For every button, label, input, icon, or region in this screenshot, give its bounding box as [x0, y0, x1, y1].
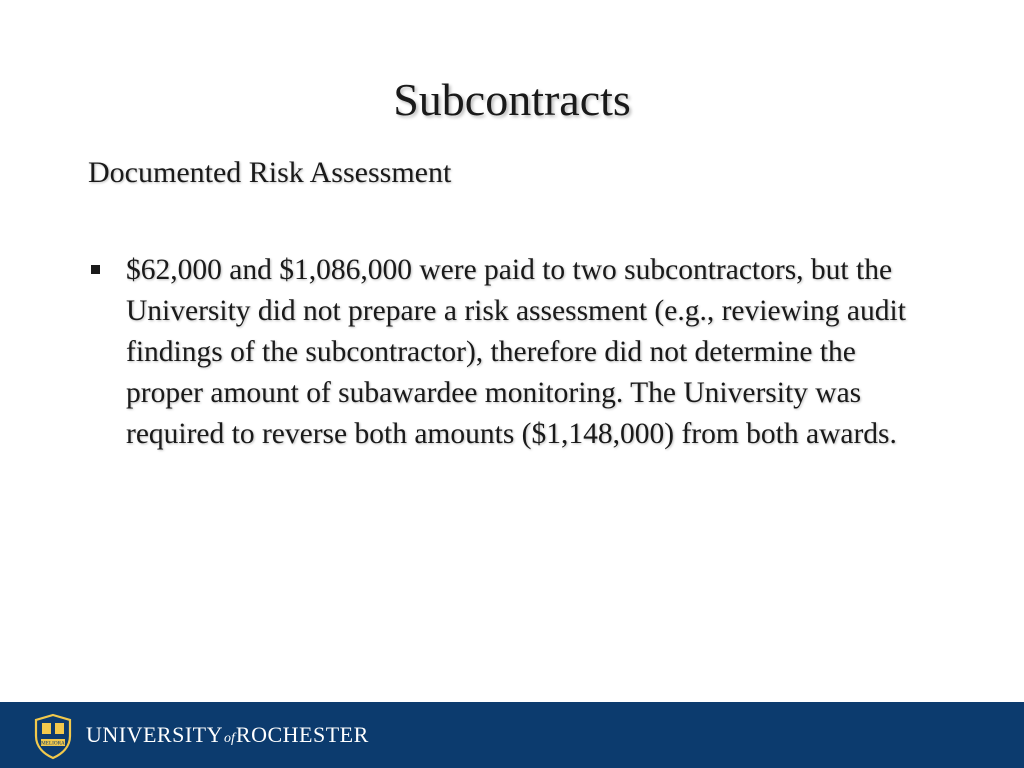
wordmark-rochester: ROCHESTER — [235, 722, 369, 747]
slide-title: Subcontracts — [393, 74, 631, 125]
slide-subtitle: Documented Risk Assessment — [88, 156, 452, 189]
bullet-text: $62,000 and $1,086,000 were paid to two subcontractors, but the University did not prepare a risk assessment (e.g., reviewing audit findings of the subcontractor), therefore did not determine the proper amount of subawardee monitoring. The University was required to reverse both amounts ($1,148,000) from both awards. — [126, 254, 906, 450]
seal-text: MELIORA — [41, 740, 65, 747]
bullet-item — [88, 250, 928, 455]
university-seal-icon — [29, 712, 77, 760]
wordmark-university: UNIVERSITY — [86, 722, 223, 747]
square-bullet-icon — [91, 265, 100, 274]
footer-bar — [0, 702, 1024, 768]
wordmark-of: of — [224, 731, 235, 746]
bullet-list — [88, 250, 928, 455]
university-wordmark — [86, 721, 369, 753]
